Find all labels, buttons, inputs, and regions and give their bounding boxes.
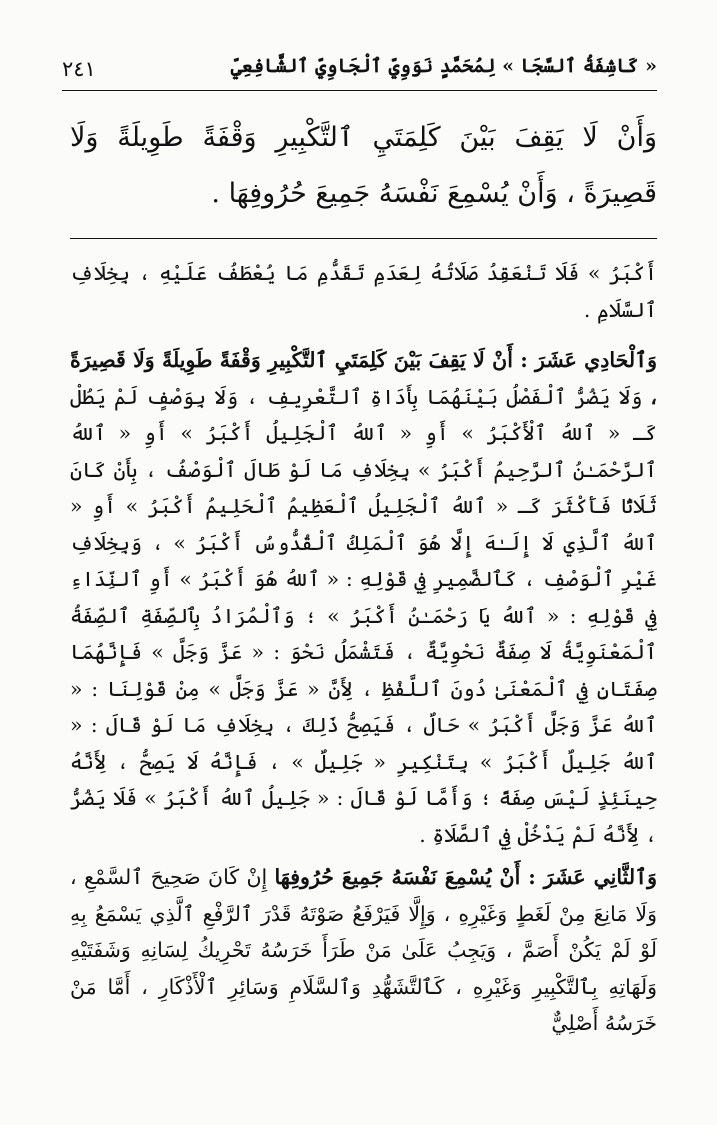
page-number: ٢٤١ <box>62 57 96 81</box>
commentary-paragraph-1: أَكْبَرُ » فَلَا تَنْعَقِدُ صَلَاتُهُ لِعَدَمِ تَقَدُّمِ مَا يُعْطَفُ عَلَيْهِ ، بِخِلَافِ ٱلسَّلَامِ . <box>70 261 657 322</box>
page-header <box>62 55 657 95</box>
separator-rule <box>70 238 657 239</box>
commentary <box>70 255 657 1048</box>
running-title: « كَاشِفَةُ ٱلسَّجَا » لِمُحَمَّدٍ نَوَوِيِّ ٱلْجَاوِيِّ ٱلشَّافِعِيِّ <box>230 55 657 77</box>
paragraph-3-body: إِنْ كَانَ صَحِيحَ ٱلسَّمْعِ ، وَلَا مَانِعَ مِنْ لَغَطٍ وَغَيْرِهِ ، وَإِلَّا فَيَرْفَعُ صَوْتَهُ قَدْرَ ٱلرَّفْعِ ٱلَّذِي يَسْمَعُ بِهِ لَوْ لَمْ يَكُنْ أَصَمَّ ، وَيَجِبُ عَلَىٰ مَنْ طَرَأَ خَرَسُهُ تَحْرِيكُ لِسَانِهِ وَشَفَتَيْهِ وَلَهَاتِهِ بِٱلتَّكْبِيرِ وَغَيْرِهِ ، كَٱلتَّشَهُّدِ وَٱلسَّلَامِ وَسَائِرِ ٱلْأَذْكَارِ ، أَمَّا مَنْ خَرَسُهُ أَصْلِيٌّ <box>70 865 657 1035</box>
commentary-paragraph-3 <box>70 859 657 1042</box>
paragraph-3-lead: وَٱلثَّانِي عَشَرَ : أَنْ يُسْمِعَ نَفْسَهُ جَمِيعَ حُرُوفِهَا <box>274 865 657 889</box>
header-rule <box>62 90 657 91</box>
paragraph-2-body: وَلَا يَضُرُّ ٱلْفَصْلُ بَيْنَهُمَا بِأَدَاةِ ٱلتَّعْرِيفِ ، وَلَا بِوَصْفٍ لَمْ يَطُلْ كَـ « ٱللهُ ٱلْأَكْبَرُ » أَوِ « ٱللهُ ٱلْجَلِيلُ أَكْبَرُ » أَوِ « ٱللهُ ٱلرَّحْمَـٰنُ ٱلرَّحِيمُ أَكْبَرُ » بِخِلَافِ مَا لَوْ طَالَ ٱلْوَصْفُ ، بِأَنْ كَانَ ثَلَاثًا فَأَكْثَرَ كَـ « ٱللهُ ٱلْجَلِيلُ ٱلْعَظِيمُ ٱلْحَلِيمُ أَكْبَرُ » أَوِ « ٱللهُ ٱلَّذِي لَا إِلَـٰهَ إِلَّا هُوَ ٱلْمَلِكُ ٱلْقُدُّوسُ أَكْبَرُ » ، وَبِخِلَافِ غَيْرِ ٱلْوَصْفِ ، كَٱلضَّمِيرِ فِي قَوْلِهِ : « ٱللهُ هُوَ أَكْبَرُ » أَوِ ٱلنِّدَاءِ فِي قَوْلِهِ : « ٱللهُ يَا رَحْمَـٰنُ أَكْبَرُ » ؛ وَٱلْمُرَادُ بِٱلصِّفَةِ ٱلصِّفَةُ ٱلْمَعْنَوِيَّةُ لَا صِفَةٌ نَحْوِيَّةٌ ، فَتَشْمَلُ نَحْوَ : « عَزَّ وَجَلَّ » فَإِنَّهُمَا صِفَتَانِ فِي ٱلْمَعْنَىٰ دُونَ ٱللَّفْظِ ، لِأَنَّ « عَزَّ وَجَلَّ » مِنْ قَوْلِنَا : « ٱللهُ عَزَّ وَجَلَّ أَكْبَرُ » حَالٌ ، فَيَصِحُّ ذَلِكَ ، بِخِلَافِ مَا لَوْ قَالَ : « ٱللهُ جَلِيلٌ أَكْبَرُ » بِتَنْكِيرِ « جَلِيلٌ » ، فَإِنَّهُ لَا يَصِحُّ ، لِأَنَّهُ حِينَئِذٍ لَيْسَ صِفَةً ؛ وَأَمَّا لَوْ قَالَ : « جَلِيلُ ٱللهُ أَكْبَرُ » فَلَا يَضُرُّ ، لِأَنَّهُ لَمْ يَدْخُلْ فِي ٱلصَّلَاةِ . <box>70 384 657 847</box>
commentary-paragraph-2 <box>70 342 657 853</box>
main-text: وَأَنْ لَا يَقِفَ بَيْنَ كَلِمَتَيِ ٱلتَّكْبِيرِ وَقْفَةً طَوِيلَةً وَلَا قَصِيرَةً ، وَأَنْ يُسْمِعَ نَفْسَهُ جَمِيعَ حُرُوفِهَا . <box>70 122 657 209</box>
paragraph-2-lead: وَٱلْحَادِي عَشَرَ : أَنْ لَا يَقِفَ بَيْنَ كَلِمَتَيِ ٱلتَّكْبِيرِ وَقْفَةً طَوِيلَةً وَلَا قَصِيرَةً ، <box>70 348 657 409</box>
